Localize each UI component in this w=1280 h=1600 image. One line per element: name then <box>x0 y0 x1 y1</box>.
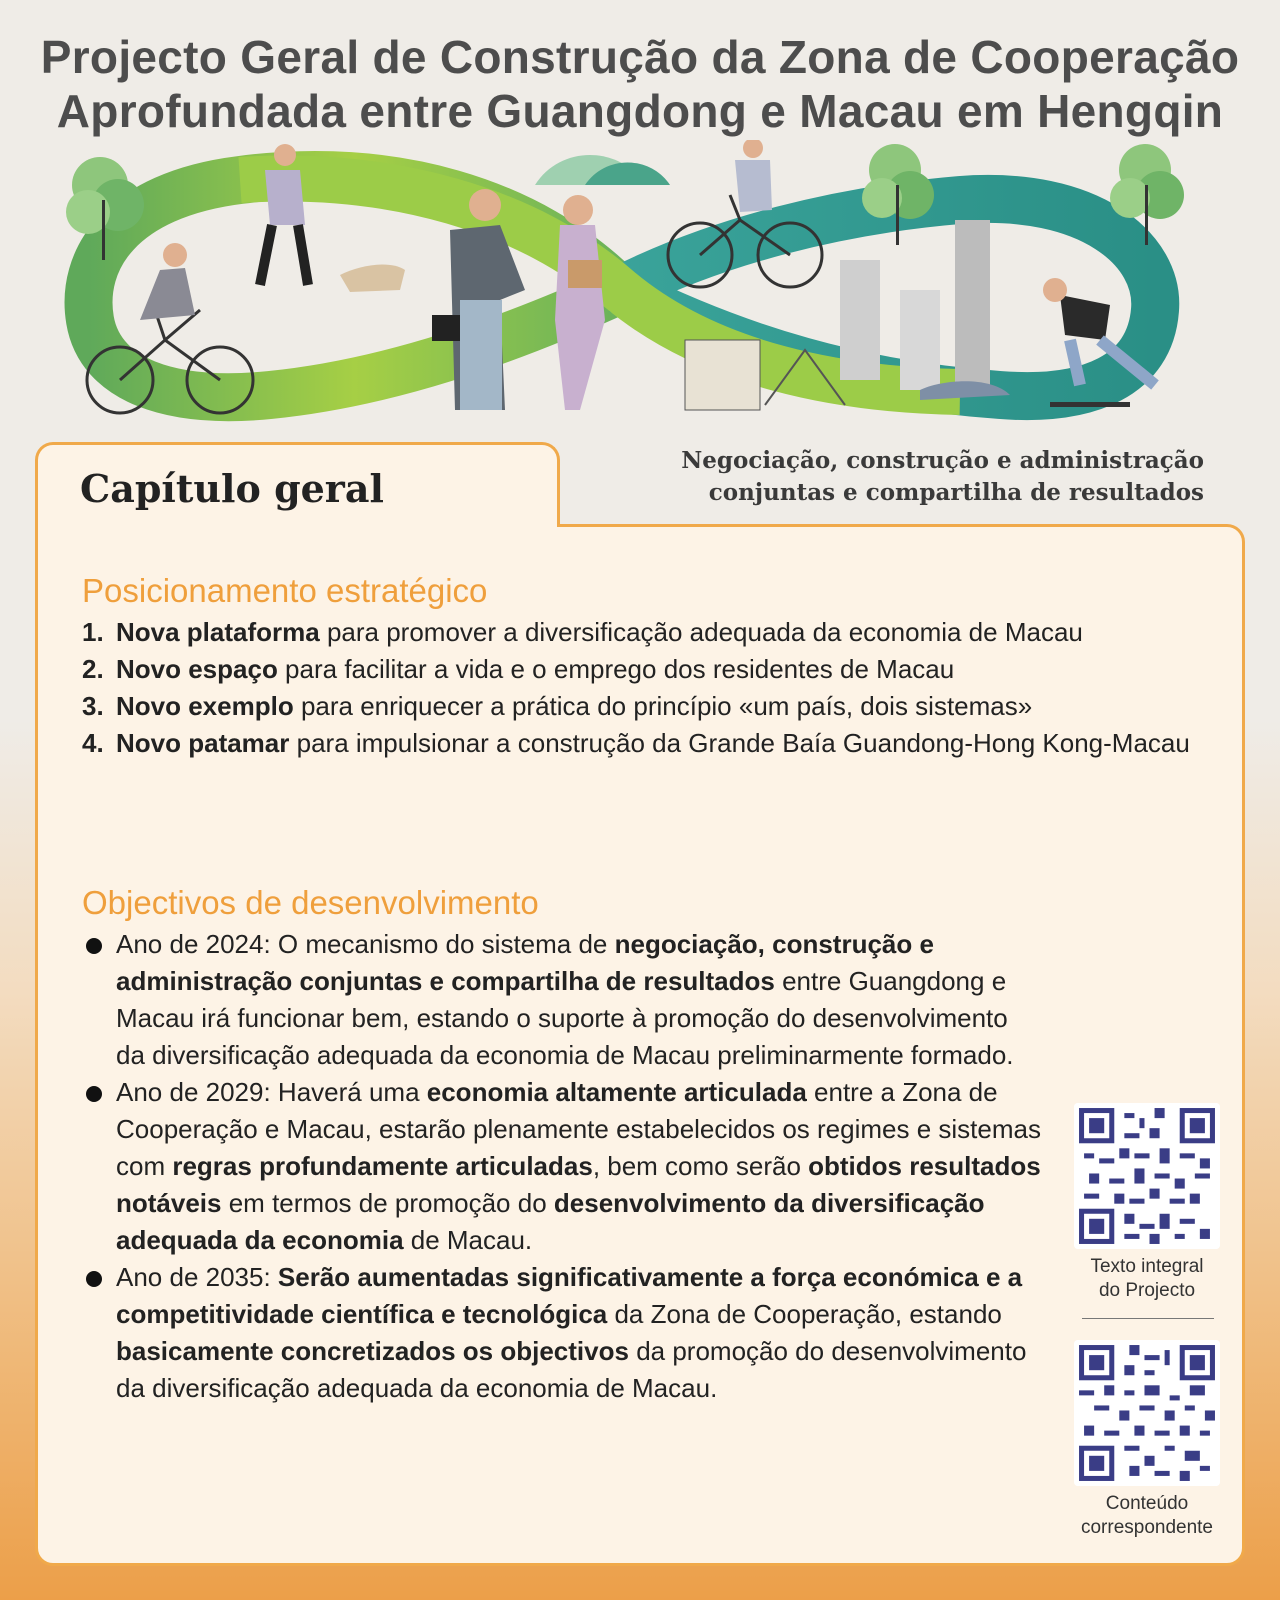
title-line-1: Projecto Geral de Construção da Zona de Cooperação <box>40 31 1240 83</box>
item-number: 3. <box>82 691 104 721</box>
positioning-heading: Posicionamento estratégico <box>82 572 488 609</box>
item-number: 2. <box>82 654 104 684</box>
list-item <box>82 688 1202 725</box>
item-text: para facilitar a vida e o emprego dos residentes de Macau <box>277 654 955 684</box>
infinity-illustration <box>60 140 1220 440</box>
tagline <box>681 445 1204 509</box>
divider <box>1082 1318 1214 1319</box>
qr-caption: Conteúdo correspondente <box>1080 1493 1214 1538</box>
qr-code-icon[interactable] <box>1074 1103 1220 1249</box>
list-item <box>82 725 1202 762</box>
bullet-icon <box>86 938 102 954</box>
list-item: Ano de 2035: Serão aumentadas significativamente a força económica e a competitividade científica e tecnológica da Zona de Cooperação, estando basicamente concretizados os objectivos da promoção do desenvolvimento da diversificação adequada da economia de Macau. <box>82 1259 1042 1407</box>
qr-code-icon[interactable] <box>1074 1340 1220 1486</box>
objectives-list <box>82 926 1042 1407</box>
bullet-icon <box>86 1086 102 1102</box>
item-text: para promover a diversificação adequada da economia de Macau <box>319 617 1083 647</box>
tagline-line-1: Negociação, construção e administração <box>681 447 1204 474</box>
list-item: Ano de 2024: O mecanismo do sistema de negociação, construção e administração conjuntas e compartilha de resultados entre Guangdong e Macau irá funcionar bem, estando o suporte à promoção do desenvolvimento da diversificação adequada da economia de Macau preliminarmente formado. <box>82 926 1042 1074</box>
objectives-heading: Objectivos de desenvolvimento <box>82 884 539 921</box>
woman-suit <box>555 225 605 410</box>
item-bold: Novo patamar <box>116 728 290 758</box>
list-item: Ano de 2029: Haverá uma economia altamente articulada entre a Zona de Cooperação e Macau, estarão plenamente estabelecidos os regimes e sistemas com regras profundamente articuladas, bem como serão obtidos resultados notáveis em termos de promoção do desenvolvimento da diversificação adequada da economia de Macau. <box>82 1074 1042 1259</box>
chapter-title: Capítulo geral <box>80 466 384 511</box>
item-number: 1. <box>82 617 104 647</box>
qr-full-text[interactable] <box>1074 1103 1220 1303</box>
list-item <box>82 651 1202 688</box>
page-title <box>0 30 1280 138</box>
item-text: para impulsionar a construção da Grande Baía Guandong-Hong Kong-Macau <box>289 728 1190 758</box>
bullet-icon <box>86 1271 102 1287</box>
item-number: 4. <box>82 728 104 758</box>
qr-related-content[interactable] <box>1074 1340 1220 1540</box>
item-bold: Novo espaço <box>116 654 278 684</box>
item-bold: Novo exemplo <box>116 691 294 721</box>
list-item <box>82 614 1202 651</box>
qr-caption: Texto integral do Projecto <box>1090 1256 1204 1301</box>
item-bold: Nova plataforma <box>116 617 320 647</box>
item-text: para enriquecer a prática do princípio «um país, dois sistemas» <box>293 691 1033 721</box>
title-line-2: Aprofundada entre Guangdong e Macau em Hengqin <box>56 85 1224 137</box>
positioning-list <box>82 614 1202 762</box>
tagline-line-2: conjuntas e compartilha de resultados <box>708 479 1204 506</box>
